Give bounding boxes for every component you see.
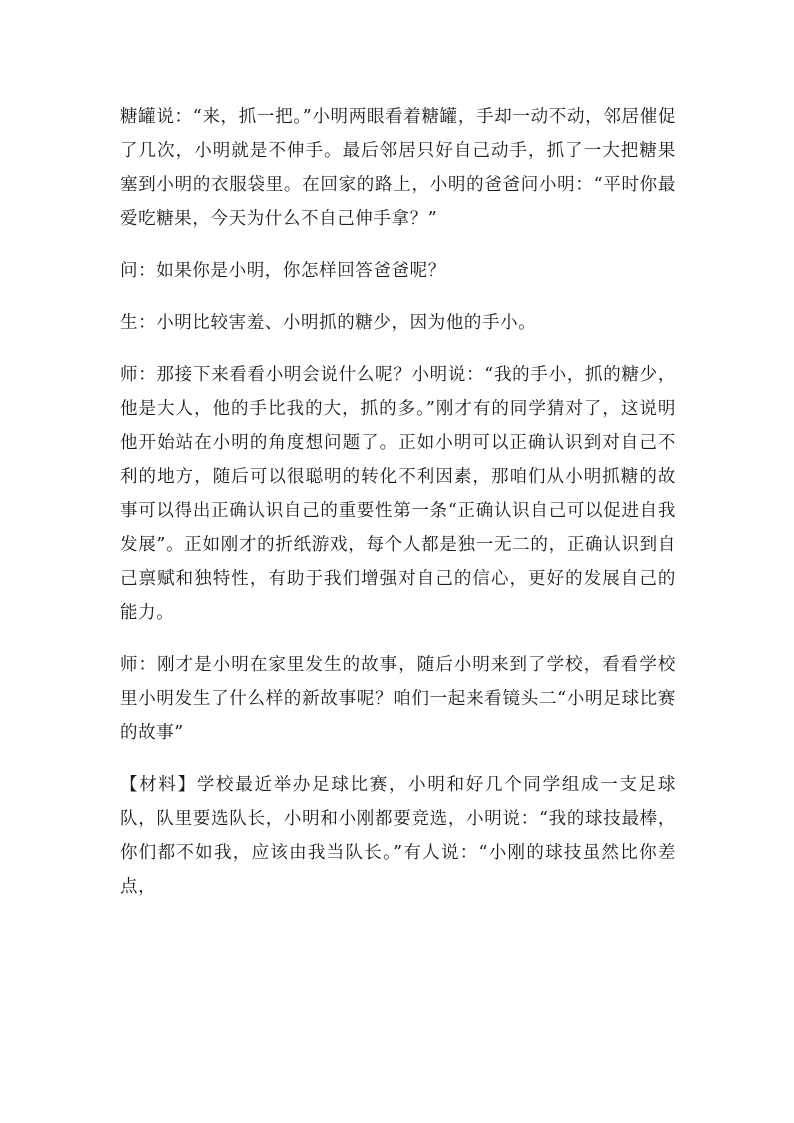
paragraph-teacher-transition: 师：刚才是小明在家里发生的故事，随后小明来到了学校，看看学校里小明发生了什么样的新故事呢？咱们一起来看镜头二“小明足球比赛的故事” <box>120 655 676 743</box>
paragraph-material-football: 【材料】学校最近举办足球比赛，小明和好几个同学组成一支足球队，队里要选队长，小明和小刚都要竞选，小明说：“我的球技最棒，你们都不如我，应该由我当队长。”有人说：“小刚的球技虽然比你差点， <box>120 775 676 897</box>
paragraph-candy-jar-story: 糖罐说：“来，抓一把。”小明两眼看着糖罐，手却一动不动，邻居催促了几次，小明就是不伸手。最后邻居只好自己动手，抓了一大把糖果塞到小明的衣服袋里。在回家的路上，小明的爸爸问小明：“平时你最爱吃糖果，今天为什么不自己伸手拿？” <box>120 107 676 229</box>
paragraph-student-answer: 生：小明比较害羞、小明抓的糖少，因为他的手小。 <box>120 313 537 333</box>
paragraph-teacher-explanation: 师：那接下来看看小明会说什么呢？小明说：“我的手小，抓的糖少，他是大人，他的手比我的大，抓的多。”刚才有的同学猜对了，这说明他开始站在小明的角度想问题了。正如小明可以正确认识到对自己不利的地方，随后可以很聪明的转化不利因素，那咱们从小明抓糖的故事可以得出正确认识自己的重要性第一条“正确认识自己可以促进自我发展”。正如刚才的折纸游戏，每个人都是独一无二的，正确认识到自己禀赋和独特性，有助于我们增强对自己的信心，更好的发展自己的能力。 <box>120 365 676 623</box>
paragraph-question: 问：如果你是小明，你怎样回答爸爸呢？ <box>120 261 446 281</box>
document-body <box>120 100 676 904</box>
